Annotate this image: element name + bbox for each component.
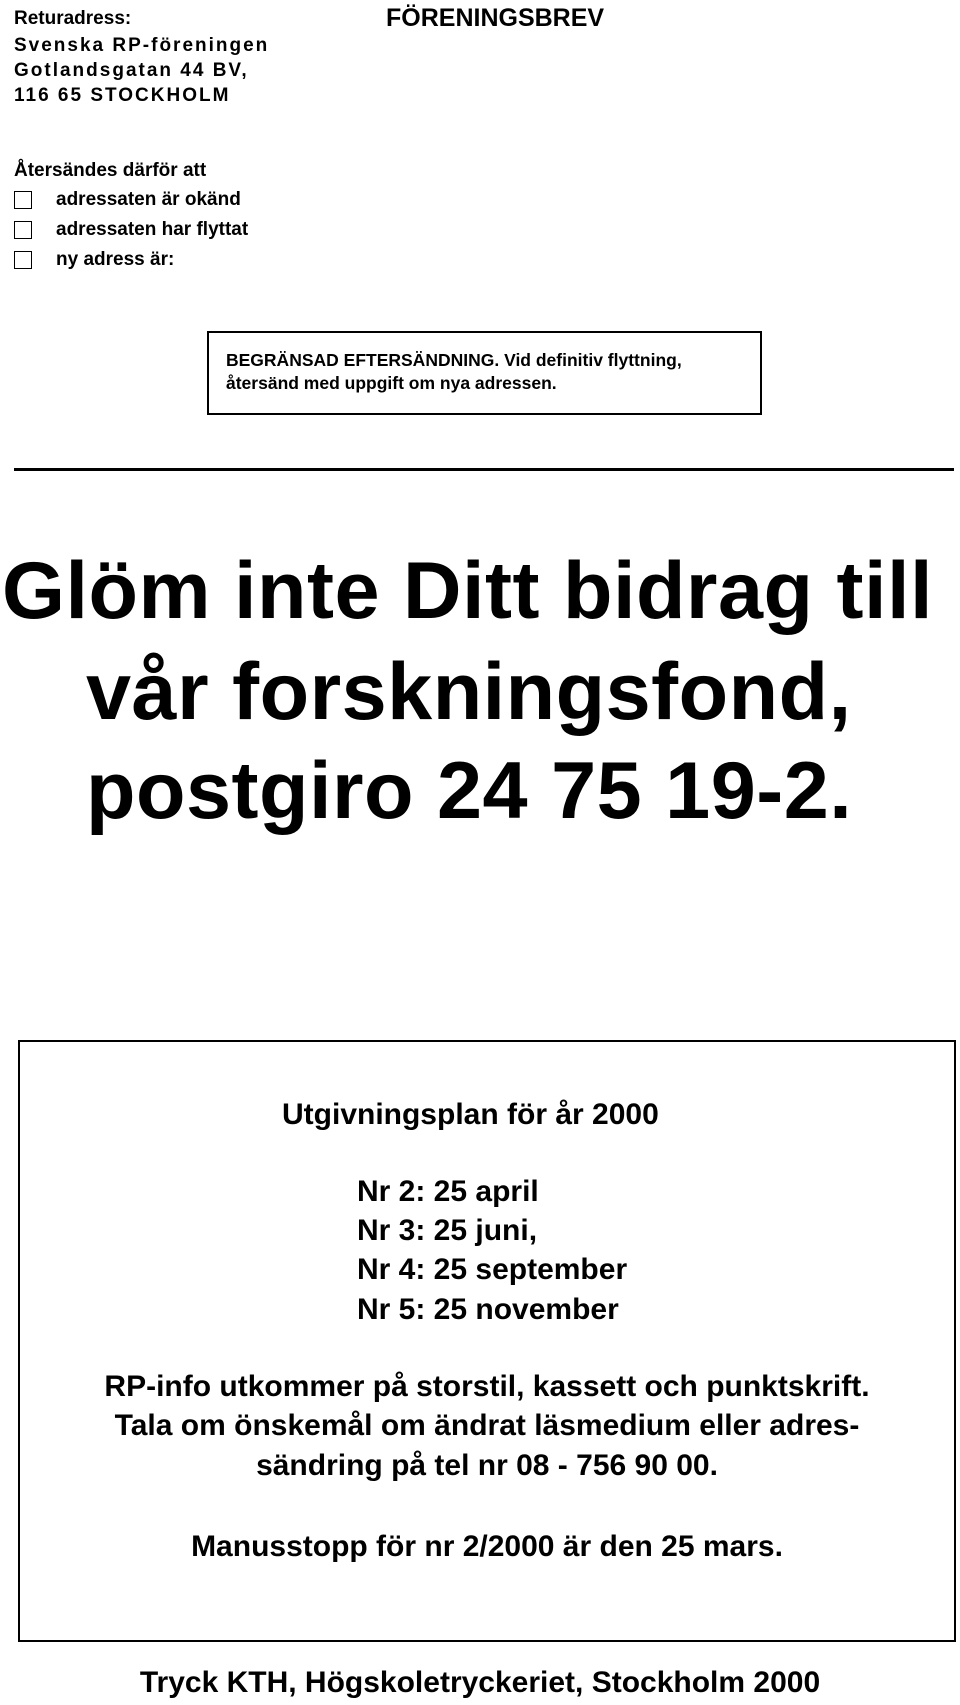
forwarding-notice-line-1 <box>226 349 760 372</box>
schedule-issue: Nr 4: 25 september <box>357 1253 628 1286</box>
info-line-2: Tala om önskemål om ändrat läsmedium eller adres- <box>114 1409 860 1442</box>
manuscript-deadline: Manusstopp för nr 2/2000 är den 25 mars. <box>191 1530 783 1563</box>
checkbox[interactable] <box>14 251 32 269</box>
printer-credit: Tryck KTH, Högskoletryckeriet, Stockholm 2000 <box>139 1666 821 1699</box>
schedule-title: Utgivningsplan för år 2000 <box>282 1098 659 1131</box>
resend-option-label: adressaten är okänd <box>56 189 241 210</box>
resend-option-moved[interactable] <box>14 219 248 241</box>
schedule-issue: Nr 2: 25 april <box>357 1175 539 1208</box>
return-address-line-2: Gotlandsgatan 44 BV, <box>14 60 249 81</box>
headline-line-2: vår forskningsfond, <box>86 647 852 737</box>
info-line-3: sändring på tel nr 08 - 756 90 00. <box>256 1449 718 1482</box>
forwarding-notice-lead: BEGRÄNSAD EFTERSÄNDNING. <box>226 350 500 370</box>
checkbox[interactable] <box>14 191 32 209</box>
resend-option-new-address[interactable] <box>14 249 174 271</box>
forwarding-notice-line-2: återsänd med uppgift om nya adressen. <box>226 373 557 393</box>
schedule-issue: Nr 5: 25 november <box>357 1293 619 1326</box>
checkbox[interactable] <box>14 221 32 239</box>
resend-option-label: ny adress är: <box>56 249 175 270</box>
forwarding-notice-rest: Vid definitiv flyttning, <box>504 350 682 370</box>
headline-line-3: postgiro 24 75 19-2. <box>86 746 853 836</box>
return-address-label: Returadress: <box>14 8 132 29</box>
forwarding-notice-box <box>207 331 762 415</box>
resend-option-label: adressaten har flyttat <box>56 219 249 240</box>
resend-option-unknown[interactable] <box>14 189 241 211</box>
info-line-1: RP-info utkommer på storstil, kassett och punktskrift. <box>104 1370 870 1403</box>
schedule-issue: Nr 3: 25 juni, <box>357 1214 538 1247</box>
return-address-line-3: 116 65 STOCKHOLM <box>14 85 231 106</box>
return-address-line-1: Svenska RP-föreningen <box>14 35 270 56</box>
resend-reason-heading: Återsändes därför att <box>14 160 207 181</box>
document-title: FÖRENINGSBREV <box>386 4 605 32</box>
divider <box>14 468 954 471</box>
headline-line-1: Glöm inte Ditt bidrag till <box>2 546 933 636</box>
